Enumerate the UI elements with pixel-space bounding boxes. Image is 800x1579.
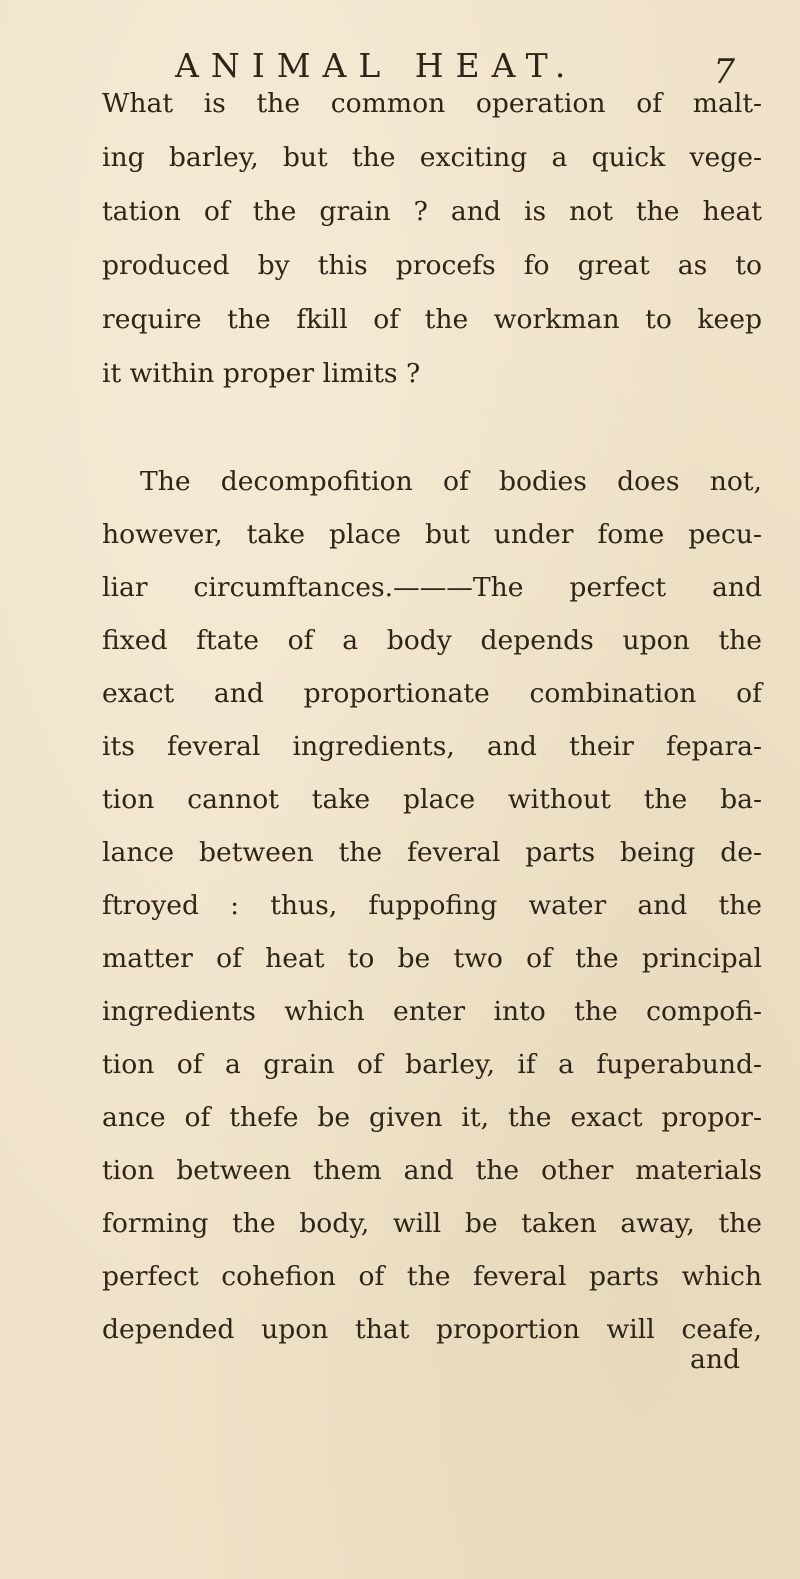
- text-line: ftroyed : thus, fuppofing water and the: [102, 890, 762, 921]
- running-head: [175, 46, 735, 92]
- text-line: it within proper limits ?: [102, 358, 421, 389]
- text-line: lance between the feveral parts being de-: [102, 837, 762, 868]
- text-line: forming the body, will be taken away, the: [102, 1208, 762, 1239]
- text-line: tion cannot take place without the ba-: [102, 784, 762, 815]
- catchword: and: [690, 1344, 741, 1375]
- text-line: The decompofition of bodies does not,: [140, 466, 762, 497]
- text-line: exact and proportionate combination of: [102, 678, 762, 709]
- text-line: ingredients which enter into the compofi-: [102, 996, 762, 1027]
- text-line: What is the common operation of malt-: [102, 88, 762, 119]
- text-line: matter of heat to be two of the principal: [102, 943, 762, 974]
- text-line: ing barley, but the exciting a quick vege-: [102, 142, 762, 173]
- text-line: tion between them and the other materials: [102, 1155, 762, 1186]
- text-line: ance of thefe be given it, the exact propor-: [102, 1102, 762, 1133]
- text-line: however, take place but under fome pecu-: [102, 519, 762, 550]
- running-title: ANIMAL HEAT.: [175, 46, 578, 85]
- page-number: 7: [713, 52, 735, 92]
- text-line: require the fkill of the workman to keep: [102, 304, 762, 335]
- text-line: liar circumftances.———The perfect and: [102, 572, 762, 603]
- text-line: tation of the grain ? and is not the heat: [102, 196, 762, 227]
- text-line: its feveral ingredients, and their fepara-: [102, 731, 762, 762]
- text-line: tion of a grain of barley, if a fuperabund-: [102, 1049, 762, 1080]
- text-line: fixed ftate of a body depends upon the: [102, 625, 762, 656]
- text-line: produced by this procefs fo great as to: [102, 250, 762, 281]
- text-line: perfect cohefion of the feveral parts which: [102, 1261, 762, 1292]
- text-line: depended upon that proportion will ceafe,: [102, 1314, 762, 1345]
